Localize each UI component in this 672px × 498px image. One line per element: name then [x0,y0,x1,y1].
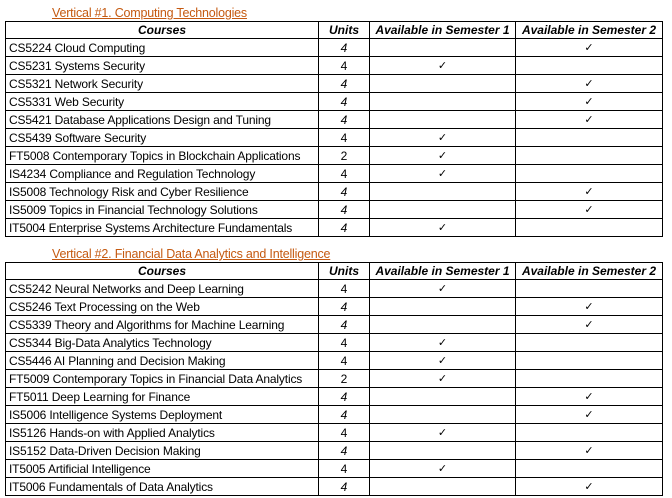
course-units: 4 [319,183,370,201]
table-row [6,147,663,165]
checkmark-icon: ✓ [584,203,594,216]
course-name: IT5006 Fundamentals of Data Analytics [6,478,319,496]
semester-1-availability [370,201,516,219]
course-name: IS5009 Topics in Financial Technology Solutions [6,201,319,219]
course-units: 4 [319,424,370,442]
course-units: 4 [319,478,370,496]
semester-2-availability [516,478,663,496]
course-name: FT5009 Contemporary Topics in Financial Data Analytics [6,370,319,388]
semester-2-availability [516,93,663,111]
semester-1-availability [370,111,516,129]
course-units: 4 [319,219,370,237]
checkmark-icon: ✓ [584,77,594,90]
course-units: 2 [319,147,370,165]
course-units: 4 [319,406,370,424]
course-units: 4 [319,280,370,298]
semester-2-availability [516,75,663,93]
semester-2-availability [516,165,663,183]
table-row [6,352,663,370]
units-header: Units [319,22,370,39]
checkmark-icon: ✓ [584,185,594,198]
course-units: 4 [319,111,370,129]
course-units: 4 [319,75,370,93]
semester-1-availability [370,165,516,183]
semester-2-availability [516,424,663,442]
semester-1-availability [370,93,516,111]
semester-1-header: Available in Semester 1 [370,22,516,39]
course-name: CS5331 Web Security [6,93,319,111]
semester-2-availability [516,129,663,147]
checkmark-icon: ✓ [584,444,594,457]
course-units: 4 [319,352,370,370]
table-row [6,460,663,478]
course-name: IS5008 Technology Risk and Cyber Resilience [6,183,319,201]
course-units: 4 [319,165,370,183]
vertical-2-rows [6,280,663,496]
table-row [6,334,663,352]
semester-1-availability [370,442,516,460]
checkmark-icon: ✓ [437,372,448,385]
checkmark-icon: ✓ [437,221,448,234]
table-row [6,165,663,183]
semester-2-availability [516,201,663,219]
table-row [6,316,663,334]
semester-1-availability [370,129,516,147]
course-units: 4 [319,334,370,352]
semester-1-availability [370,39,516,57]
table-header-row [6,263,663,280]
course-name: CS5246 Text Processing on the Web [6,298,319,316]
table-row [6,478,663,496]
course-units: 4 [319,93,370,111]
course-units: 4 [319,442,370,460]
course-name: CS5242 Neural Networks and Deep Learning [6,280,319,298]
semester-1-availability [370,460,516,478]
courses-header: Courses [6,263,319,280]
semester-2-availability [516,147,663,165]
course-units: 4 [319,316,370,334]
semester-1-availability [370,147,516,165]
table-row [6,370,663,388]
semester-2-availability [516,298,663,316]
course-units: 4 [319,298,370,316]
checkmark-icon: ✓ [584,408,594,421]
semester-2-availability [516,460,663,478]
course-name: IS5152 Data-Driven Decision Making [6,442,319,460]
course-name: CS5224 Cloud Computing [6,39,319,57]
vertical-2-title: Vertical #2. Financial Data Analytics and Intelligence [52,247,331,261]
course-name: CS5339 Theory and Algorithms for Machine Learning [6,316,319,334]
table-row [6,442,663,460]
course-name: CS5321 Network Security [6,75,319,93]
checkmark-icon: ✓ [437,426,448,439]
course-units: 4 [319,201,370,219]
checkmark-icon: ✓ [584,480,594,493]
semester-1-availability [370,280,516,298]
semester-2-availability [516,183,663,201]
vertical-2-section [5,246,662,496]
table-row [6,201,663,219]
course-units: 4 [319,39,370,57]
semester-2-availability [516,442,663,460]
checkmark-icon: ✓ [437,354,448,367]
vertical-1-rows [6,39,663,237]
courses-header: Courses [6,22,319,39]
course-units: 4 [319,57,370,75]
checkmark-icon: ✓ [584,95,594,108]
semester-2-header: Available in Semester 2 [516,263,663,280]
semester-1-availability [370,406,516,424]
checkmark-icon: ✓ [437,131,448,144]
table-header-row [6,22,663,39]
semester-1-availability [370,334,516,352]
course-units: 2 [319,370,370,388]
semester-2-availability [516,111,663,129]
semester-1-availability [370,424,516,442]
table-row [6,424,663,442]
checkmark-icon: ✓ [584,390,594,403]
semester-1-availability [370,298,516,316]
course-name: IS4234 Compliance and Regulation Technology [6,165,319,183]
table-row [6,388,663,406]
table-row [6,406,663,424]
semester-2-availability [516,280,663,298]
semester-1-availability [370,75,516,93]
semester-2-availability [516,370,663,388]
course-units: 4 [319,129,370,147]
course-name: IS5126 Hands-on with Applied Analytics [6,424,319,442]
semester-1-availability [370,57,516,75]
checkmark-icon: ✓ [584,318,594,331]
course-units: 4 [319,388,370,406]
vertical-2-table [5,262,663,496]
semester-1-availability [370,352,516,370]
table-row [6,280,663,298]
semester-1-availability [370,370,516,388]
semester-1-availability [370,316,516,334]
semester-2-availability [516,388,663,406]
course-name: CS5421 Database Applications Design and Tuning [6,111,319,129]
table-row [6,129,663,147]
semester-2-availability [516,57,663,75]
table-row [6,75,663,93]
table-row [6,183,663,201]
course-name: CS5446 AI Planning and Decision Making [6,352,319,370]
vertical-1-table [5,21,663,237]
checkmark-icon: ✓ [437,282,448,295]
table-row [6,219,663,237]
semester-2-availability [516,316,663,334]
semester-1-availability [370,183,516,201]
course-name: IT5004 Enterprise Systems Architecture Fundamentals [6,219,319,237]
course-name: CS5344 Big-Data Analytics Technology [6,334,319,352]
checkmark-icon: ✓ [584,113,594,126]
course-name: IS5006 Intelligence Systems Deployment [6,406,319,424]
semester-2-availability [516,406,663,424]
table-row [6,298,663,316]
checkmark-icon: ✓ [437,149,448,162]
checkmark-icon: ✓ [437,336,448,349]
semester-2-availability [516,219,663,237]
course-name: FT5011 Deep Learning for Finance [6,388,319,406]
semester-2-header: Available in Semester 2 [516,22,663,39]
course-name: CS5231 Systems Security [6,57,319,75]
vertical-1-title: Vertical #1. Computing Technologies [52,6,247,20]
semester-2-availability [516,334,663,352]
semester-2-availability [516,352,663,370]
course-name: FT5008 Contemporary Topics in Blockchain Applications [6,147,319,165]
table-row [6,93,663,111]
semester-1-availability [370,219,516,237]
semester-1-availability [370,388,516,406]
semester-2-availability [516,39,663,57]
checkmark-icon: ✓ [584,300,594,313]
checkmark-icon: ✓ [437,59,448,72]
course-units: 4 [319,460,370,478]
semester-1-availability [370,478,516,496]
vertical-1-section [5,5,662,237]
checkmark-icon: ✓ [584,41,594,54]
semester-1-header: Available in Semester 1 [370,263,516,280]
units-header: Units [319,263,370,280]
table-row [6,39,663,57]
checkmark-icon: ✓ [437,462,448,475]
course-name: IT5005 Artificial Intelligence [6,460,319,478]
table-row [6,111,663,129]
checkmark-icon: ✓ [437,167,448,180]
course-name: CS5439 Software Security [6,129,319,147]
table-row [6,57,663,75]
